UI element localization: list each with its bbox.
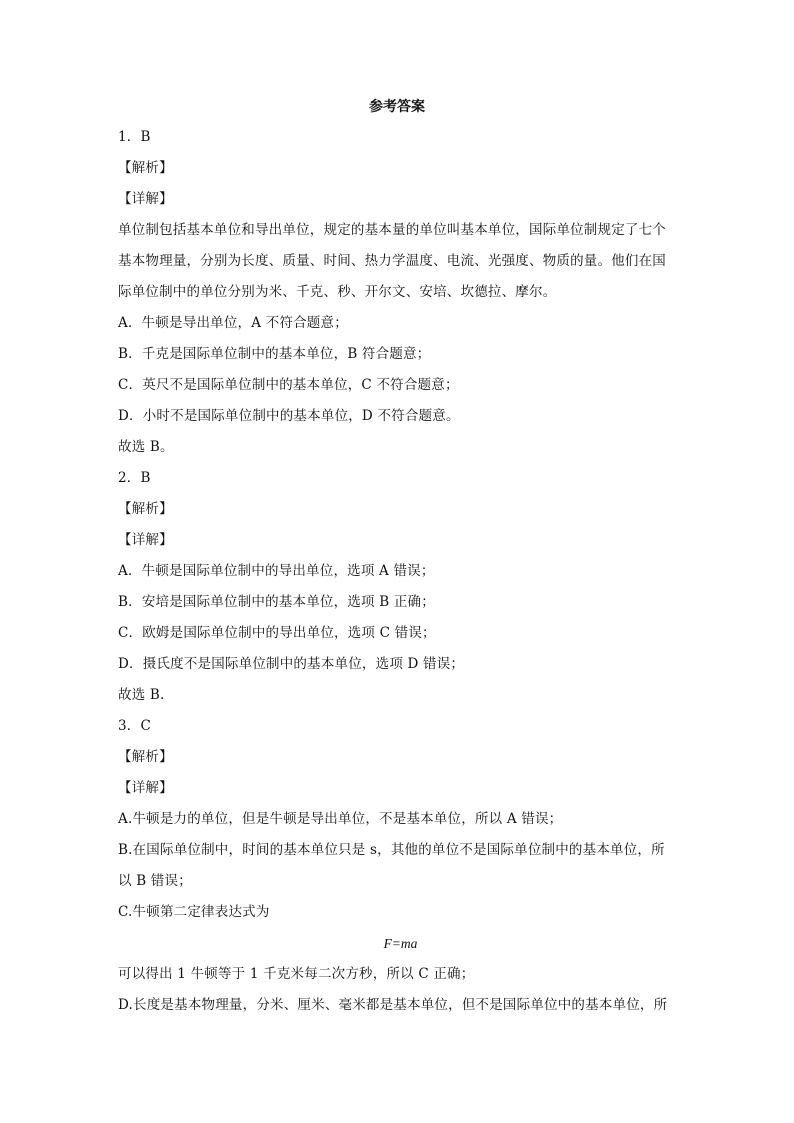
answer-2-option-d: D．摄氏度不是国际单位制中的基本单位，选项 D 错误； — [118, 656, 465, 672]
answer-3-option-b-line-1: B.在国际单位制中，时间的基本单位只是 s，其他的单位不是国际单位制中的基本单位，所 — [118, 842, 665, 858]
answer-1-analysis-heading: 【解析】 — [118, 160, 173, 176]
answer-3-detail-heading: 【详解】 — [118, 780, 173, 796]
answer-2-option-c: C．欧姆是国际单位制中的导出单位，选项 C 错误； — [118, 625, 436, 641]
answer-1-paragraph-line-3: 际单位制中的单位分别为米、千克、秒、开尔文、安培、坎德拉、摩尔。 — [118, 284, 557, 300]
answer-1-conclusion: 故选 B。 — [118, 439, 174, 455]
answer-3-number: 3．C — [118, 718, 152, 734]
answer-2-option-a: A．牛顿是国际单位制中的导出单位，选项 A 错误； — [118, 563, 435, 579]
answer-1-option-d: D．小时不是国际单位制中的基本单位，D 不符合题意。 — [118, 408, 460, 424]
answer-2-option-b: B．安培是国际单位制中的基本单位，选项 B 正确； — [118, 594, 435, 610]
newton-second-law-formula: F=ma — [383, 936, 418, 951]
answer-3-option-d: D.长度是基本物理量，分米、厘米、毫米都是基本单位，但不是国际单位中的基本单位，所 — [118, 997, 668, 1013]
answer-1-number: 1．B — [118, 129, 151, 145]
answer-1-option-c: C．英尺不是国际单位制中的基本单位，C 不符合题意； — [118, 377, 459, 393]
page-title: 参考答案 — [369, 99, 425, 115]
answer-2-conclusion: 故选 B. — [118, 687, 165, 703]
answer-2-number: 2．B — [118, 470, 151, 486]
answer-3-option-c-result: 可以得出 1 牛顿等于 1 千克米每二次方秒，所以 C 正确； — [118, 966, 475, 982]
answer-3-option-c-intro: C.牛顿第二定律表达式为 — [118, 904, 270, 920]
answer-3-option-a: A.牛顿是力的单位，但是牛顿是导出单位，不是基本单位，所以 A 错误； — [118, 811, 563, 827]
answer-2-detail-heading: 【详解】 — [118, 532, 173, 548]
answer-1-detail-heading: 【详解】 — [118, 191, 173, 207]
answer-1-option-a: A．牛顿是导出单位，A 不符合题意； — [118, 315, 348, 331]
answer-2-analysis-heading: 【解析】 — [118, 501, 173, 517]
answer-content — [118, 122, 683, 1021]
answer-3-analysis-heading: 【解析】 — [118, 749, 173, 765]
answer-1-option-b: B．千克是国际单位制中的基本单位，B 符合题意； — [118, 346, 431, 362]
answer-1-paragraph-line-2: 基本物理量，分别为长度、质量、时间、热力学温度、电流、光强度、物质的量。他们在国 — [118, 253, 666, 269]
answer-1-paragraph-line-1: 单位制包括基本单位和导出单位，规定的基本量的单位叫基本单位，国际单位制规定了七个 — [118, 222, 666, 238]
answer-3-option-b-line-2: 以 B 错误； — [118, 873, 192, 889]
